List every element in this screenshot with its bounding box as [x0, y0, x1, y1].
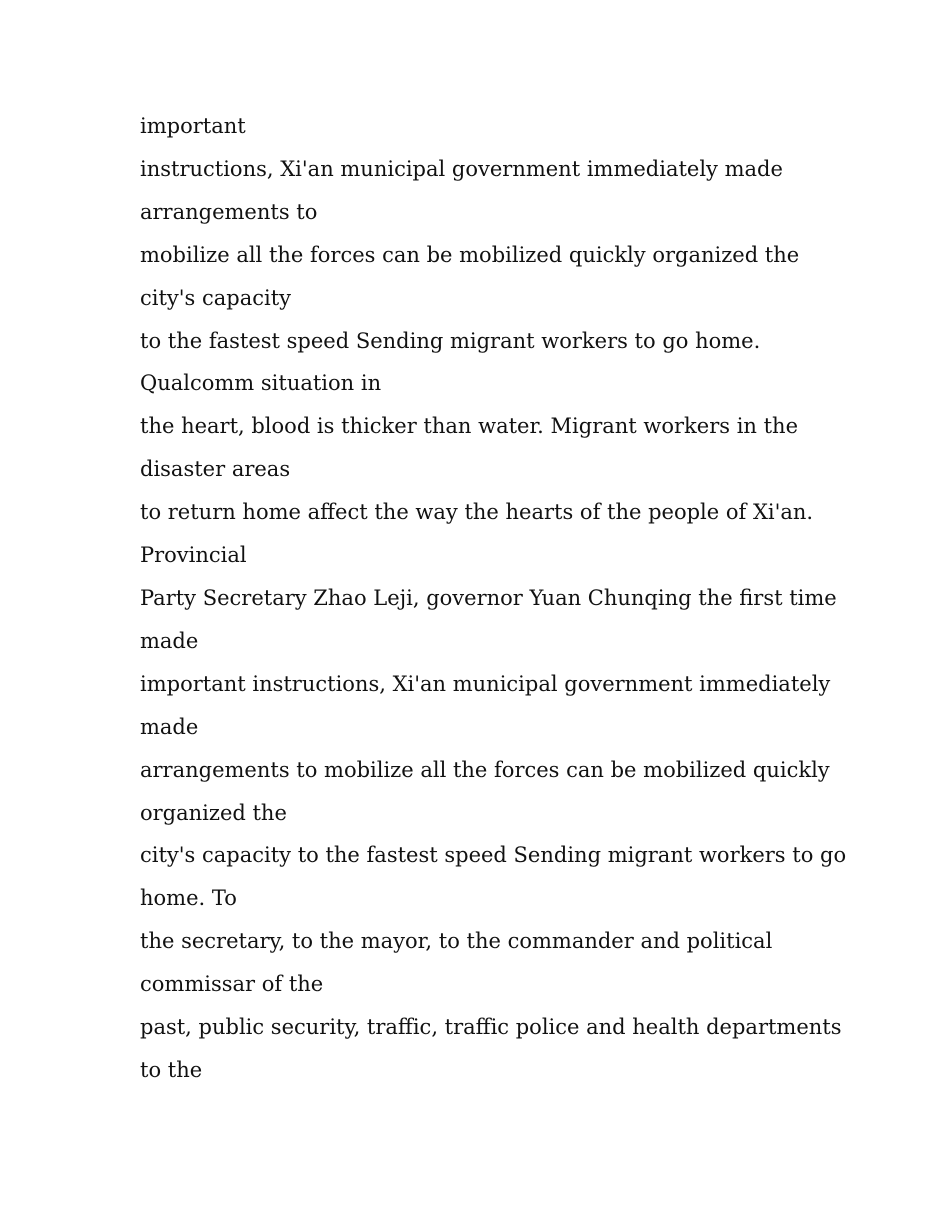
- text-line: arrangements to: [140, 199, 318, 224]
- text-line: Party Secretary Zhao Leji, governor Yuan Chunqing the first time: [140, 585, 837, 610]
- text-line: made: [140, 714, 199, 739]
- text-line: organized the: [140, 800, 287, 825]
- text-line: made: [140, 628, 199, 653]
- text-line: mobilize all the forces can be mobilized quickly organized the: [140, 242, 800, 267]
- text-line: instructions, Xi'an municipal government immediately made: [140, 156, 783, 181]
- text-line: important instructions, Xi'an municipal government immediately: [140, 671, 831, 696]
- text-line: city's capacity: [140, 285, 292, 310]
- body-text: [140, 105, 847, 1092]
- text-line: to the: [140, 1057, 203, 1082]
- text-line: commissar of the: [140, 972, 324, 997]
- text-line: arrangements to mobilize all the forces can be mobilized quickly: [140, 757, 830, 782]
- text-line: Provincial: [140, 543, 247, 568]
- text-line: to the fastest speed Sending migrant workers to go home.: [140, 328, 761, 353]
- text-line: to return home affect the way the hearts of the people of Xi'an.: [140, 500, 814, 525]
- text-line: important: [140, 114, 246, 138]
- text-line: the secretary, to the mayor, to the commander and political: [140, 929, 773, 954]
- text-line: city's capacity to the fastest speed Sending migrant workers to go: [140, 843, 847, 868]
- text-line: the heart, blood is thicker than water. Migrant workers in the: [140, 414, 799, 439]
- text-line: Qualcomm situation in: [140, 371, 382, 396]
- text-line: past, public security, traffic, traffic police and health departments: [140, 1015, 842, 1040]
- text-line: disaster areas: [140, 457, 291, 482]
- text-line: home. To: [140, 886, 237, 911]
